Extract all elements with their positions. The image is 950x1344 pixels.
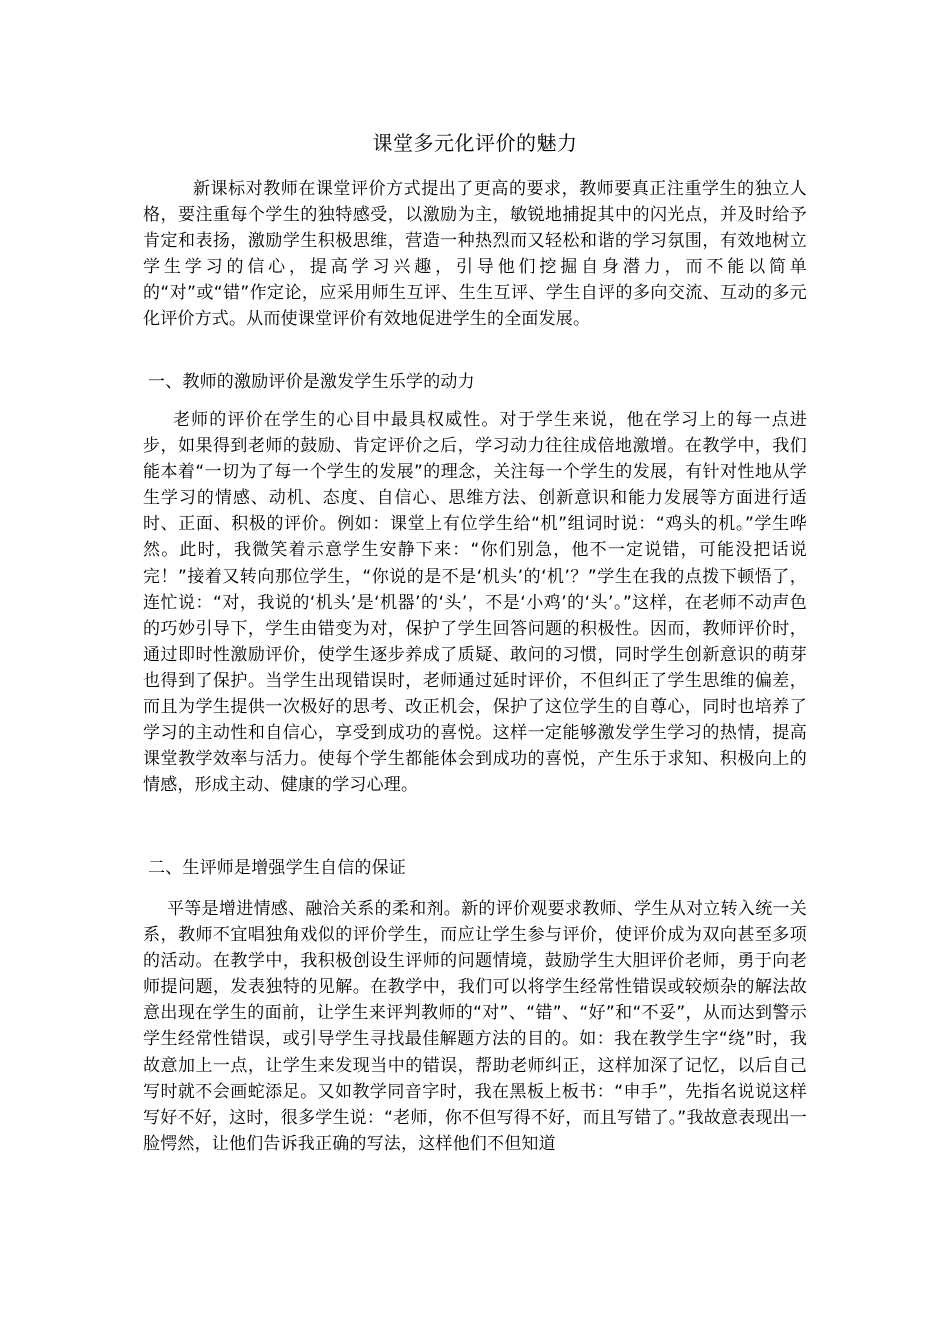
section-1-paragraph: 老师的评价在学生的心目中最具权威性。对于学生来说，他在学习上的每一点进步，如果得到老师的鼓励、肯定评价之后，学习动力往往成倍地激增。在教学中，我们能本着“一切为了每一个学生的发展”的理念，关注每一个学生的发展，有针对性地从学生学习的情感、动机、态度、自信心、思维方法、创新意识和能力发展等方面进行适时、正面、积极的评价。例如：课堂上有位学生给“机”组词时说：“鸡头的机。”学生哗然。此时，我微笑着示意学生安静下来：“你们别急，他不一定说错，可能没把话说完！”接着又转向那位学生，“你说的是不是‘机头’的‘机’？”学生在我的点拨下顿悟了，连忙说：“对，我说的‘机头’是‘机器’的‘头’，不是‘小鸡’的‘头’。”这样，在老师不动声色的巧妙引导下，学生由错变为对，保护了学生回答问题的积极性。因而，教师评价时，通过即时性激励评价，使学生逐步养成了质疑、敢问的习惯，同时学生创新意识的萌芽也得到了保护。当学生出现错误时，老师通过延时评价，不但纠正了学生思维的偏差，而且为学生提供一次极好的思考、改正机会，保护了这位学生的自尊心，同时也培养了学习的主动性和自信心，享受到成功的喜悦。这样一定能够激发学生学习的热情，提高课堂教学效率与活力。使每个学生都能体会到成功的喜悦，产生乐于求知、积极向上的情感，形成主动、健康的学习心理。: [143, 410, 807, 796]
document-title: 课堂多元化评价的魅力: [372, 131, 578, 155]
intro-paragraph: 新课标对教师在课堂评价方式提出了更高的要求，教师要真正注重学生的独立人格，要注重每个学生的独特感受，以激励为主，敏锐地捕捉其中的闪光点，并及时给予肯定和表扬，激励学生积极思维，营造一种热烈而又轻松和谐的学习氛围，有效地树立学生学习的信心，提高学习兴趣，引导他们挖掘自身潜力，而不能以简单的“对”或“错”作定论，应采用师生互评、生生互评、学生自评的多向交流、互动的多元化评价方式。从而使课堂评价有效地促进学生的全面发展。: [143, 179, 807, 330]
section-2-paragraph: 平等是增进情感、融洽关系的柔和剂。新的评价观要求教师、学生从对立转入统一关系，教师不宜唱独角戏似的评价学生，而应让学生参与评价，使评价成为双向甚至多项的活动。在教学中，我积极创设生评师的问题情境，鼓励学生大胆评价老师，勇于向老师提问题，发表独特的见解。在教学中，我们可以将学生经常性错误或较烦杂的解法故意出现在学生的面前，让学生来评判教师的“对”、“错”、“好”和“不妥”，从而达到警示学生经常性错误，或引导学生寻找最佳解题方法的目的。如：我在教学生字“绕”时，我故意加上一点，让学生来发现当中的错误，帮助老师纠正，这样加深了记忆，以后自己写时就不会画蛇添足。又如教学同音字时，我在黑板上板书：“申手”，先指名说说这样写好不好，这时，很多学生说：“老师，你不但写得不好，而且写错了。”我故意表现出一脸愕然，让他们告诉我正确的写法，这样他们不但知道: [143, 899, 807, 1154]
section-heading-1: 一、教师的激励评价是激发学生乐学的动力: [148, 372, 475, 392]
section-heading-2: 二、生评师是增强学生自信的保证: [148, 858, 406, 878]
